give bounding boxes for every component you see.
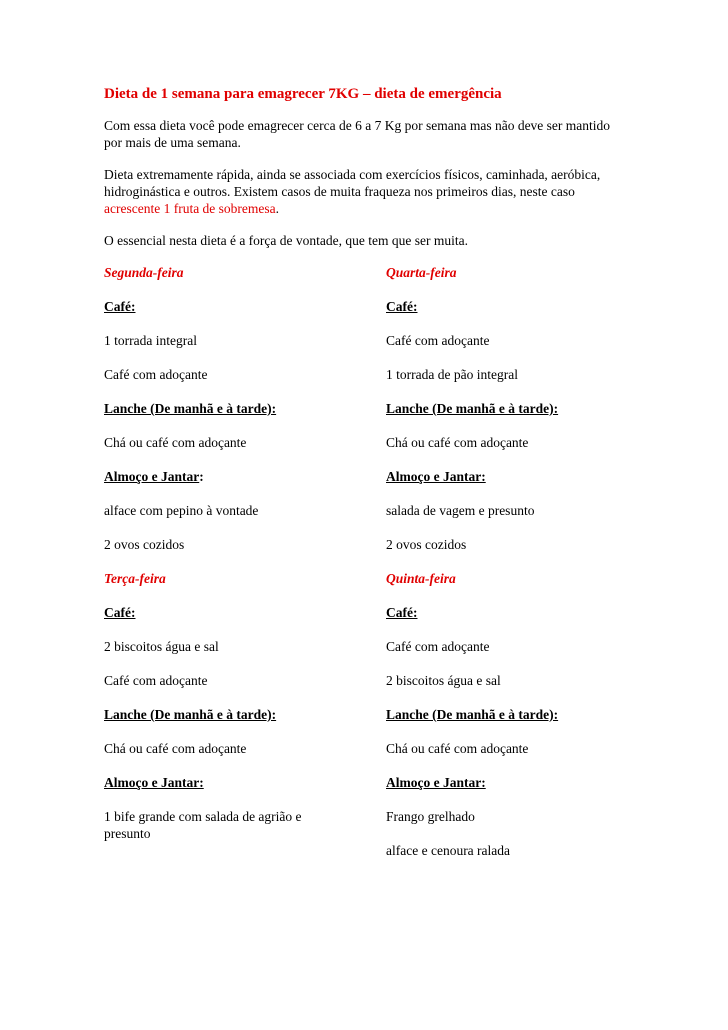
fruit-tip: acrescente 1 fruta de sobremesa [104, 201, 276, 216]
lanche-item-monday-1: Chá ou café com adoçante [104, 435, 247, 450]
lanche-heading-wednesday: Lanche (De manhã e à tarde): [386, 401, 559, 416]
almoco-item-tuesday-1: 1 bife grande com salada de agrião e presunto [104, 809, 302, 841]
cafe-item-wednesday-2: 1 torrada de pão integral [386, 367, 518, 382]
cafe-item-tuesday-1: 2 biscoitos água e sal [104, 639, 219, 654]
day-heading-tuesday: Terça-feira [104, 571, 166, 586]
cafe-heading-thursday: Café: [386, 605, 418, 620]
day-heading-thursday: Quinta-feira [386, 571, 456, 586]
almoco-item-thursday-1: Frango grelhado [386, 809, 475, 824]
intro-paragraph-2-text: Dieta extremamente rápida, ainda se associada com exercícios físicos, caminhada, aeróbica, hidroginástica e outros. Existem casos de muita fraqueza nos primeiros dias, neste caso [104, 167, 601, 199]
almoco-item-monday-1: alface com pepino à vontade [104, 503, 259, 518]
document-title: Dieta de 1 semana para emagrecer 7KG – dieta de emergência [104, 86, 502, 102]
intro-paragraph-2 [104, 166, 624, 217]
almoco-heading-monday-colon: : [199, 469, 204, 484]
lanche-heading-monday: Lanche (De manhã e à tarde): [104, 401, 277, 416]
day-heading-wednesday: Quarta-feira [386, 265, 457, 280]
lanche-heading-tuesday: Lanche (De manhã e à tarde): [104, 707, 277, 722]
cafe-item-tuesday-2: Café com adoçante [104, 673, 208, 688]
almoco-item-wednesday-2: 2 ovos cozidos [386, 537, 467, 552]
cafe-heading-tuesday: Café: [104, 605, 136, 620]
cafe-heading-wednesday: Café: [386, 299, 418, 314]
cafe-heading-monday: Café: [104, 299, 136, 314]
almoco-heading-tuesday: Almoço e Jantar: [104, 775, 204, 790]
cafe-item-wednesday-1: Café com adoçante [386, 333, 490, 348]
left-column [104, 264, 354, 859]
intro-paragraph-2-end: . [275, 201, 280, 216]
day-heading-monday: Segunda-feira [104, 265, 184, 280]
document-page [104, 86, 624, 858]
almoco-heading-monday [104, 468, 354, 485]
lanche-heading-thursday: Lanche (De manhã e à tarde): [386, 707, 559, 722]
cafe-item-thursday-2: 2 biscoitos água e sal [386, 673, 501, 688]
intro-paragraph-1: Com essa dieta você pode emagrecer cerca de 6 a 7 Kg por semana mas não deve ser mantido por mais de uma semana. [104, 118, 611, 150]
lanche-item-wednesday-1: Chá ou café com adoçante [386, 435, 529, 450]
lanche-item-tuesday-1: Chá ou café com adoçante [104, 741, 247, 756]
almoco-heading-thursday: Almoço e Jantar: [386, 775, 486, 790]
intro-paragraph-3: O essencial nesta dieta é a força de vontade, que tem que ser muita. [104, 233, 468, 248]
almoco-item-thursday-2: alface e cenoura ralada [386, 843, 511, 858]
right-column [386, 264, 636, 876]
almoco-heading-monday-text: Almoço e Jantar [104, 469, 200, 484]
cafe-item-monday-1: 1 torrada integral [104, 333, 197, 348]
cafe-item-monday-2: Café com adoçante [104, 367, 208, 382]
lanche-item-thursday-1: Chá ou café com adoçante [386, 741, 529, 756]
almoco-heading-wednesday: Almoço e Jantar: [386, 469, 486, 484]
almoco-item-wednesday-1: salada de vagem e presunto [386, 503, 535, 518]
cafe-item-thursday-1: Café com adoçante [386, 639, 490, 654]
almoco-item-monday-2: 2 ovos cozidos [104, 537, 185, 552]
